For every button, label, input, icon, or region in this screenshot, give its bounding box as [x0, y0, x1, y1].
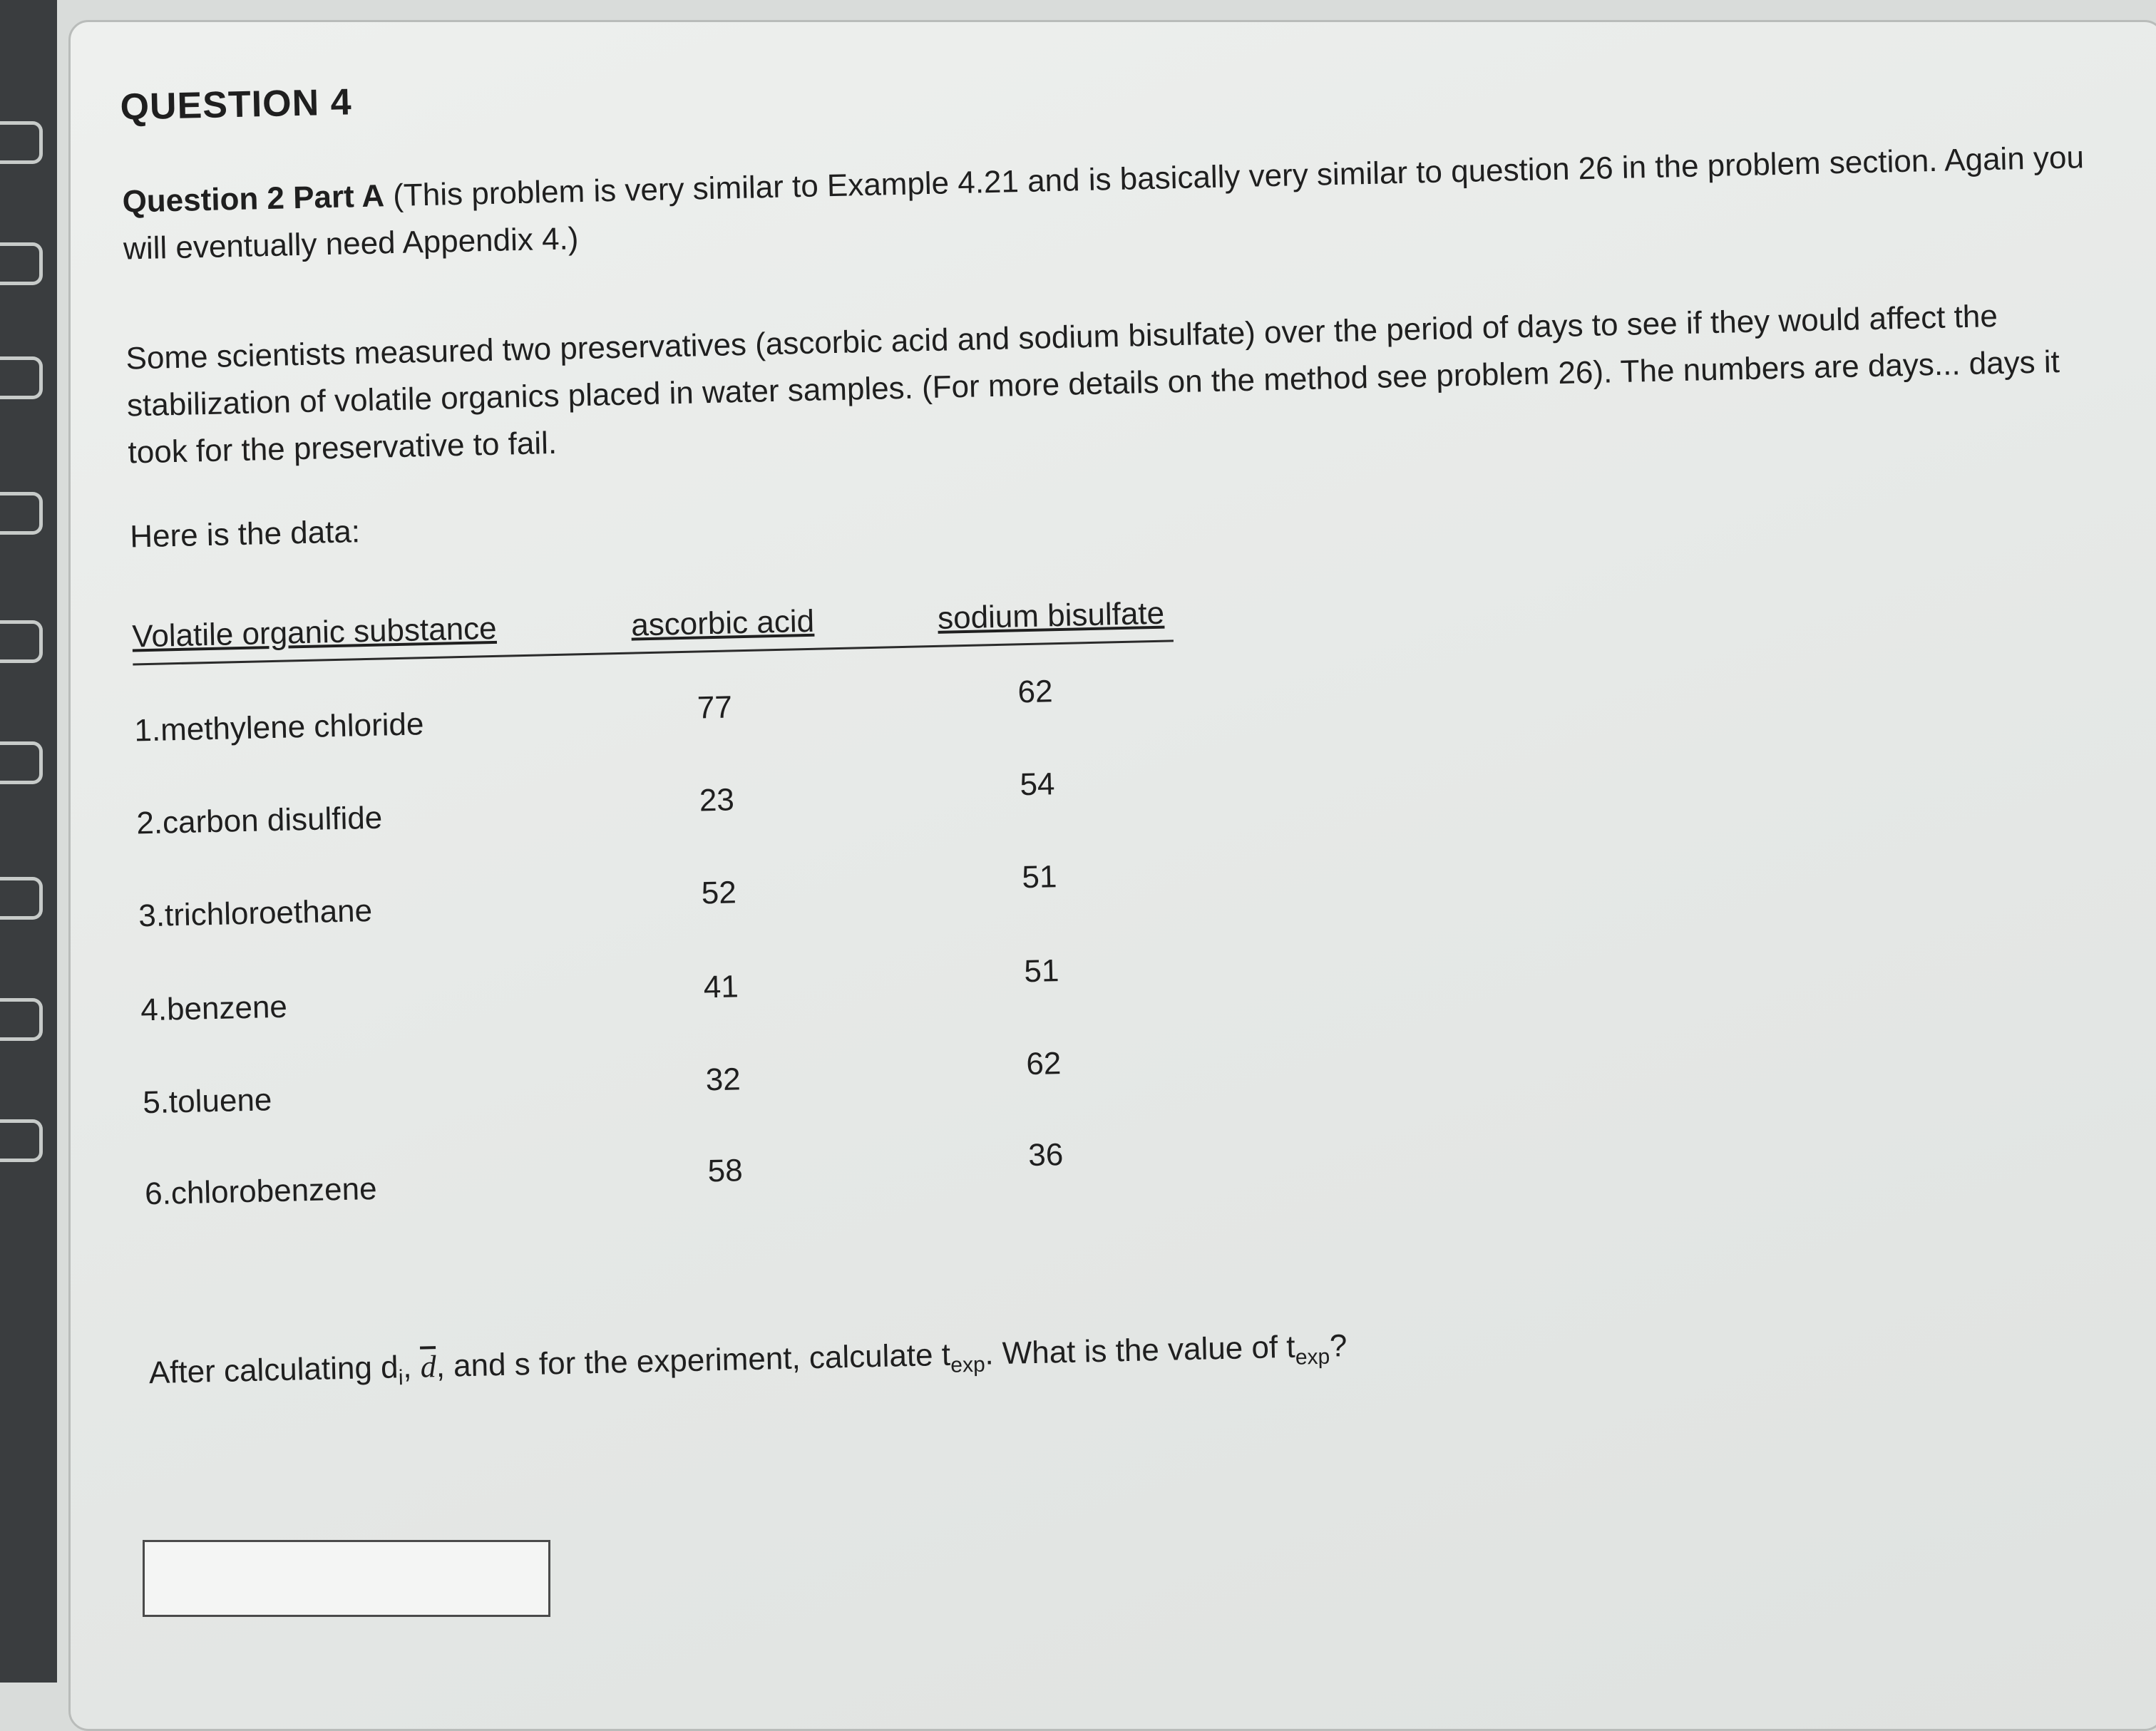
table-row: [144, 1137, 1186, 1226]
prompt-sub-exp: exp: [950, 1352, 986, 1377]
ascorbic-value: 58: [707, 1153, 744, 1189]
bisulfate-value: 54: [1019, 766, 1055, 803]
substance-name: 5.toluene: [142, 1082, 272, 1121]
ascorbic-value: 52: [701, 875, 737, 911]
bisulfate-value: 51: [1021, 859, 1057, 895]
ascorbic-value: 23: [699, 782, 735, 818]
header-substance: Volatile organic substance: [131, 610, 498, 654]
prompt-sub-exp: exp: [1295, 1345, 1330, 1370]
ascorbic-value: 77: [697, 689, 733, 726]
ascorbic-value: 32: [705, 1062, 741, 1098]
bisulfate-value: 62: [1025, 1046, 1062, 1082]
d-bar-symbol: $\overline{d}$: [420, 1349, 437, 1385]
prompt-text: . What is the value of t: [984, 1329, 1296, 1372]
data-intro: Here is the data:: [129, 514, 361, 555]
question-intro-text: (This problem is very similar to Example 4.21 and is basically very similar to question 26 in the problem section. Again you will eventually need Appendix 4.): [123, 140, 2085, 267]
question-prompt: [148, 1313, 2003, 1396]
bisulfate-value: 36: [1027, 1137, 1064, 1173]
prompt-text: , and s for the experiment, calculate t: [436, 1337, 951, 1385]
ascorbic-value: 41: [703, 969, 739, 1005]
substance-name: 6.chlorobenzene: [144, 1171, 378, 1212]
question-intro: [122, 133, 2120, 272]
data-table-header: [132, 590, 1174, 665]
table-row: [142, 1046, 1184, 1135]
header-sodium-bisulfate: sodium bisulfate: [937, 595, 1165, 636]
substance-name: 3.trichloroethane: [138, 893, 373, 934]
bisulfate-value: 62: [1017, 674, 1054, 710]
prompt-text: After calculating d: [148, 1350, 399, 1391]
substance-name: 2.carbon disulfide: [135, 800, 383, 841]
table-row: [133, 674, 1176, 763]
header-ascorbic-acid: ascorbic acid: [630, 603, 815, 643]
substance-name: 1.methylene chloride: [133, 707, 424, 749]
bisulfate-value: 51: [1023, 953, 1059, 990]
prompt-text: ,: [402, 1349, 421, 1385]
substance-name: 4.benzene: [140, 989, 288, 1028]
prompt-sub-i: i: [398, 1366, 404, 1390]
table-row: [135, 766, 1178, 856]
table-row: [140, 953, 1182, 1042]
table-row: [138, 859, 1180, 948]
answer-input[interactable]: [143, 1540, 550, 1617]
question-description: Some scientists measured two preservatives (ascorbic acid and sodium bisulfate) over the period of days to see if they would affect the stabilization of volatile organics placed in water samples. (For more details on the method see problem 26). The numbers are days... days it took for the preservative to fail.: [125, 299, 2060, 471]
question-title: QUESTION 4: [119, 81, 353, 128]
question-part-label: Question 2 Part A: [122, 178, 385, 220]
prompt-text: ?: [1329, 1328, 1348, 1364]
